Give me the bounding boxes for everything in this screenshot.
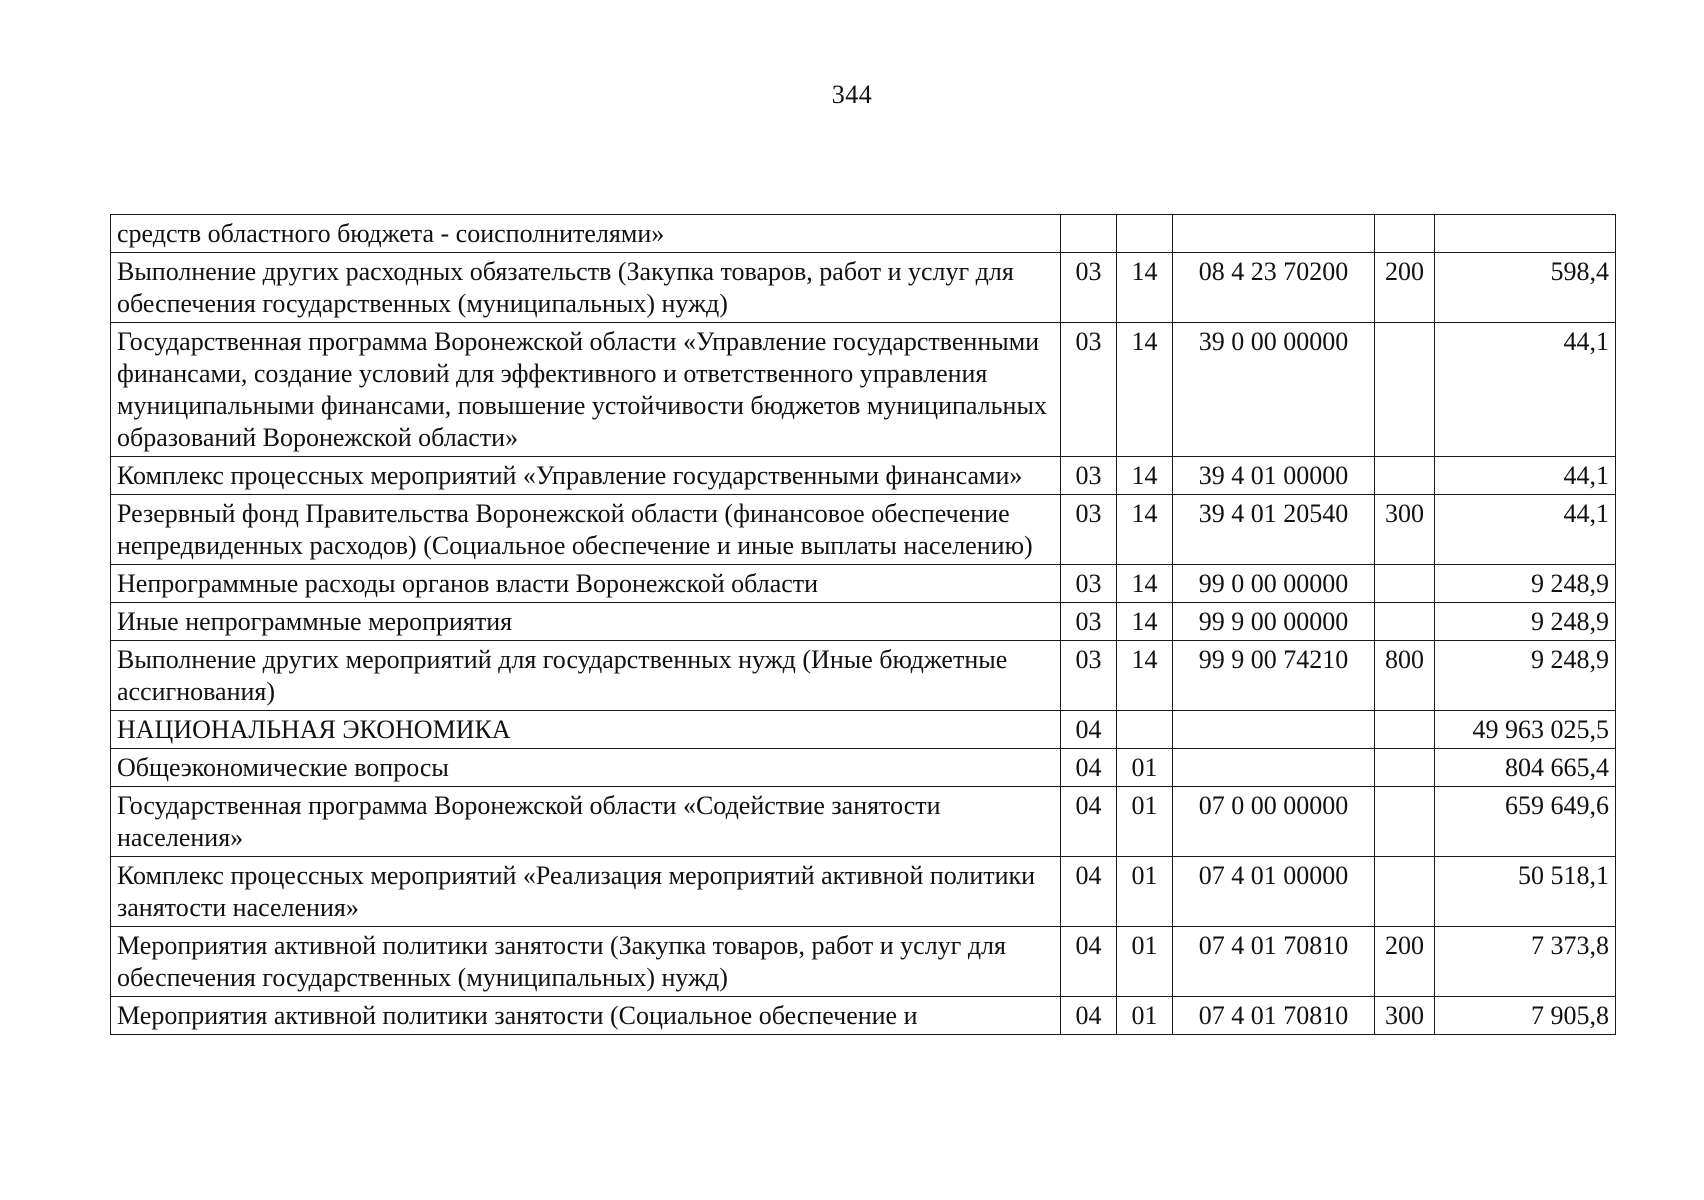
row-target-article: 07 4 01 00000 [1173,857,1375,927]
row-expense-type [1375,603,1435,641]
row-expense-type [1375,857,1435,927]
row-amount: 9 248,9 [1435,603,1616,641]
row-expense-type [1375,711,1435,749]
row-amount: 44,1 [1435,323,1616,457]
row-name: Общеэкономические вопросы [111,749,1061,787]
row-name: Резервный фонд Правительства Воронежской области (финансовое обеспечение непредвиденных расходов) (Социальное обеспечение и иные выплаты населению) [111,495,1061,565]
row-section: 04 [1061,711,1117,749]
row-amount: 804 665,4 [1435,749,1616,787]
row-section [1061,215,1117,253]
row-target-article: 99 0 00 00000 [1173,565,1375,603]
row-section: 03 [1061,565,1117,603]
row-amount: 7 905,8 [1435,997,1616,1035]
row-target-article [1173,711,1375,749]
row-target-article [1173,215,1375,253]
row-amount [1435,215,1616,253]
row-target-article: 08 4 23 70200 [1173,253,1375,323]
row-target-article [1173,749,1375,787]
table-row [111,495,1616,565]
row-subsection: 14 [1117,457,1173,495]
row-name: Иные непрограммные мероприятия [111,603,1061,641]
row-subsection: 14 [1117,323,1173,457]
row-subsection: 01 [1117,749,1173,787]
row-target-article: 39 4 01 20540 [1173,495,1375,565]
row-section: 03 [1061,641,1117,711]
budget-table [110,214,1616,1035]
table-row [111,253,1616,323]
row-name: Государственная программа Воронежской области «Содействие занятости населения» [111,787,1061,857]
table-row [111,603,1616,641]
row-subsection: 01 [1117,927,1173,997]
row-name: Непрограммные расходы органов власти Воронежской области [111,565,1061,603]
row-section: 04 [1061,857,1117,927]
row-target-article: 07 0 00 00000 [1173,787,1375,857]
row-section: 03 [1061,457,1117,495]
row-name: средств областного бюджета - соисполнителями» [111,215,1061,253]
table-row [111,787,1616,857]
table-row [111,565,1616,603]
row-target-article: 39 4 01 00000 [1173,457,1375,495]
row-section: 03 [1061,323,1117,457]
row-subsection [1117,215,1173,253]
row-amount: 598,4 [1435,253,1616,323]
table-row [111,457,1616,495]
table-row [111,997,1616,1035]
row-subsection: 01 [1117,787,1173,857]
row-amount: 9 248,9 [1435,565,1616,603]
table-row [111,749,1616,787]
row-section: 03 [1061,495,1117,565]
table-row [111,857,1616,927]
table-row [111,641,1616,711]
row-section: 03 [1061,253,1117,323]
row-section: 04 [1061,749,1117,787]
row-section: 03 [1061,603,1117,641]
row-subsection: 14 [1117,641,1173,711]
row-name: Мероприятия активной политики занятости (Закупка товаров, работ и услуг для обеспечения государственных (муниципальных) нужд) [111,927,1061,997]
row-expense-type [1375,457,1435,495]
table-row [111,215,1616,253]
row-amount: 44,1 [1435,457,1616,495]
row-name: НАЦИОНАЛЬНАЯ ЭКОНОМИКА [111,711,1061,749]
budget-table-container [110,214,1615,1035]
row-section: 04 [1061,997,1117,1035]
row-name: Комплекс процессных мероприятий «Реализация мероприятий активной политики занятости населения» [111,857,1061,927]
row-subsection [1117,711,1173,749]
row-subsection: 01 [1117,997,1173,1035]
row-amount: 49 963 025,5 [1435,711,1616,749]
row-subsection: 01 [1117,857,1173,927]
row-section: 04 [1061,927,1117,997]
row-subsection: 14 [1117,603,1173,641]
row-expense-type: 200 [1375,927,1435,997]
row-expense-type: 800 [1375,641,1435,711]
row-name: Выполнение других расходных обязательств (Закупка товаров, работ и услуг для обеспечения государственных (муниципальных) нужд) [111,253,1061,323]
row-amount: 9 248,9 [1435,641,1616,711]
row-subsection: 14 [1117,565,1173,603]
table-row [111,927,1616,997]
row-target-article: 07 4 01 70810 [1173,997,1375,1035]
row-section: 04 [1061,787,1117,857]
row-subsection: 14 [1117,253,1173,323]
row-name: Мероприятия активной политики занятости (Социальное обеспечение и [111,997,1061,1035]
row-amount: 44,1 [1435,495,1616,565]
row-expense-type: 300 [1375,997,1435,1035]
row-name: Государственная программа Воронежской области «Управление государственными финансами, создание условий для эффективного и ответственного управления муниципальными финансами, повышение устойчивости бюджетов муниципальных образований Воронежской области» [111,323,1061,457]
row-expense-type [1375,787,1435,857]
row-target-article: 99 9 00 00000 [1173,603,1375,641]
row-target-article: 39 0 00 00000 [1173,323,1375,457]
row-target-article: 99 9 00 74210 [1173,641,1375,711]
row-expense-type: 200 [1375,253,1435,323]
row-name: Комплекс процессных мероприятий «Управление государственными финансами» [111,457,1061,495]
table-row [111,711,1616,749]
row-amount: 50 518,1 [1435,857,1616,927]
row-name: Выполнение других мероприятий для государственных нужд (Иные бюджетные ассигнования) [111,641,1061,711]
row-expense-type: 300 [1375,495,1435,565]
row-expense-type [1375,215,1435,253]
row-amount: 659 649,6 [1435,787,1616,857]
row-subsection: 14 [1117,495,1173,565]
row-expense-type [1375,323,1435,457]
row-target-article: 07 4 01 70810 [1173,927,1375,997]
page-number: 344 [831,80,873,109]
row-expense-type [1375,749,1435,787]
row-amount: 7 373,8 [1435,927,1616,997]
table-row [111,323,1616,457]
row-expense-type [1375,565,1435,603]
